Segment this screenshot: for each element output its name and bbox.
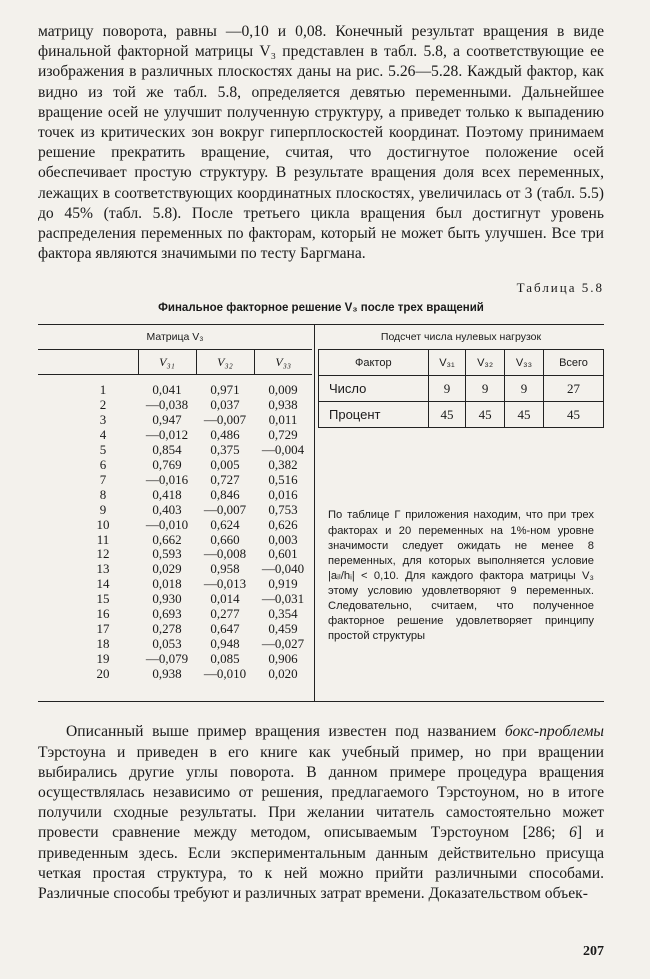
row-number: 16 — [96, 606, 110, 622]
cell: 0,769 — [152, 456, 182, 472]
cell: 9 — [466, 376, 505, 402]
row-number: 13 — [96, 561, 110, 577]
row-number: 12 — [96, 546, 110, 562]
row-number: 15 — [96, 591, 110, 607]
table-divider — [314, 325, 315, 701]
row-number: 1 — [99, 382, 107, 398]
row-number: 20 — [96, 665, 110, 681]
table-number: Таблица 5.8 — [516, 280, 604, 296]
cell: —0,031 — [261, 591, 305, 607]
row-number: 19 — [96, 650, 110, 666]
cell: —0,016 — [145, 471, 189, 487]
cell: —0,010 — [203, 665, 247, 681]
table-row — [38, 667, 312, 682]
cell: 0,029 — [152, 561, 182, 577]
table-row — [38, 533, 312, 548]
cell: 0,647 — [210, 620, 240, 636]
table-row — [38, 488, 312, 503]
cell: 45 — [504, 402, 543, 428]
row-number: 17 — [96, 620, 110, 636]
cell: 0,009 — [268, 382, 298, 398]
table-row — [38, 443, 312, 458]
table-row — [319, 376, 604, 402]
cell: 45 — [466, 402, 505, 428]
row-number: 7 — [99, 471, 107, 487]
col-header: V₃₂ — [466, 350, 505, 376]
matrix-body — [38, 375, 312, 682]
count-caption: Подсчет числа нулевых нагрузок — [380, 331, 542, 344]
col-header: V₃₃ — [504, 350, 543, 376]
cell: 0,947 — [152, 412, 182, 428]
cell: 0,005 — [210, 456, 240, 472]
page — [38, 22, 604, 904]
row-number: 18 — [96, 635, 110, 651]
row-number: 3 — [99, 412, 107, 428]
cell: —0,004 — [261, 442, 305, 458]
cell: 0,753 — [268, 501, 298, 517]
zero-loading-section — [318, 325, 604, 701]
cell: 0,919 — [268, 576, 298, 592]
cell: 0,727 — [210, 471, 240, 487]
table-5-8 — [38, 324, 604, 702]
table-row — [38, 458, 312, 473]
table-note: По таблице Г приложения находим, что при трех факторах и 20 переменных на 1%-ном уровне значимости следует ожидать не менее 8 переменных, для которых выполняется условие |aᵢₗ/hᵢ| < 0,10. Для каждого фактора матрицы V₃ этому условию удовлетворяют 9 переменных. Следовательно, считаем, что полученное факторное решение удовлетворяет принципу простой структуры — [328, 509, 594, 643]
row-label: Процент — [319, 402, 429, 428]
table-row — [38, 398, 312, 413]
cell: 0,037 — [210, 397, 240, 413]
table-row — [38, 547, 312, 562]
table-row — [38, 518, 312, 533]
table-row — [38, 637, 312, 652]
row-number: 5 — [99, 442, 107, 458]
cell: 0,516 — [268, 471, 298, 487]
bottom-paragraph: Описанный выше пример вращения известен под названием бокс-проблемы Тэрстоуна и приведен в его книге как учебный пример, но при вращении выбирались другие углы поворота. В данном примере процедура вращения осуществлялась независимо от решения, предлагаемого Тэрстоуном, но в итоге получили сходные результаты. При желании читатель самостоятельно может провести сравнение между методом, описываемым Тэрстоуном [286; 6] и приведенным здесь. Если экспериментальным данным действительно присуща четкая простая структура, то к ней можно прийти различными способами. Различные способы требуют и различных затрат времени. Доказательством объек- — [38, 723, 604, 903]
row-number: 10 — [96, 516, 110, 532]
matrix-caption: Матрица V₃ — [146, 331, 204, 344]
cell: 0,459 — [268, 620, 298, 636]
cell: 0,854 — [152, 442, 182, 458]
cell: 0,053 — [152, 635, 182, 651]
cell: —0,027 — [261, 635, 305, 651]
col-header: Фактор — [319, 350, 429, 376]
cell: —0,079 — [145, 650, 189, 666]
table-row — [38, 622, 312, 637]
table-row — [38, 375, 312, 398]
cell: 0,958 — [210, 561, 240, 577]
table-row — [38, 503, 312, 518]
col-header: V₃₁ — [138, 350, 196, 375]
table-row — [38, 413, 312, 428]
cell: 0,938 — [268, 397, 298, 413]
table-title: Финальное факторное решение V₃ после трех вращений — [158, 302, 484, 315]
col-header: V₃₂ — [196, 350, 254, 375]
table-row — [38, 428, 312, 443]
cell: 0,375 — [210, 442, 240, 458]
cell: 0,085 — [210, 650, 240, 666]
cell: 9 — [504, 376, 543, 402]
cell: 0,906 — [268, 650, 298, 666]
row-number: 2 — [99, 397, 107, 413]
cell: 0,930 — [152, 591, 182, 607]
cell: 0,729 — [268, 427, 298, 443]
cell: —0,040 — [261, 561, 305, 577]
cell: —0,008 — [203, 546, 247, 562]
row-number: 11 — [96, 531, 110, 547]
cell: 0,948 — [210, 635, 240, 651]
table-row — [38, 473, 312, 488]
count-table — [318, 349, 604, 428]
table-row — [38, 592, 312, 607]
cell: 0,660 — [210, 531, 240, 547]
matrix-table — [38, 349, 312, 681]
cell: 0,938 — [152, 665, 182, 681]
cell: 0,626 — [268, 516, 298, 532]
cell: 0,403 — [152, 501, 182, 517]
cell: 0,486 — [210, 427, 240, 443]
table-row — [38, 577, 312, 592]
cell: 45 — [543, 402, 603, 428]
cell: —0,012 — [145, 427, 189, 443]
cell: 0,662 — [152, 531, 182, 547]
top-paragraph: матрицу поворота, равны —0,10 и 0,08. Конечный результат вращения в виде финальной факторной матрицы V₃ представлен в табл. 5.8, а соответствующие ее изображения в различных плоскостях даны на рис. 5.26—5.28. Каждый фактор, как видно из той же табл. 5.8, определяется девятью переменными. Дальнейшее вращение осей не улучшит полученную структуру, а приведет только к выпадению точек из критических зон вокруг гиперплоскостей координат. Поэтому принимаем решение прекратить вращение, считая, что достигнутое положение осей обеспечивает простую структуру. В результате вращения доля всех переменных, лежащих в соответствующих координатных плоскостях, увеличилась от 3 (табл. 5.5) до 45% (табл. 5.8). После третьего цикла вращения был достигнут уровень распределения переменных по факторам, который не может быть улучшен. Все три фактора являются значимыми по тесту Баргмана. — [38, 23, 604, 263]
cell: 0,278 — [152, 620, 182, 636]
table-row — [319, 402, 604, 428]
cell: 0,014 — [210, 591, 240, 607]
cell: 27 — [543, 376, 603, 402]
cell: 0,354 — [268, 606, 298, 622]
row-number: 4 — [99, 427, 107, 443]
cell: —0,038 — [145, 397, 189, 413]
cell: 0,418 — [152, 486, 182, 502]
row-number: 14 — [96, 576, 110, 592]
cell: 0,016 — [268, 486, 298, 502]
cell: 0,693 — [152, 606, 182, 622]
cell: 0,846 — [210, 486, 240, 502]
cell: 9 — [428, 376, 466, 402]
cell: 0,624 — [210, 516, 240, 532]
table-row — [38, 652, 312, 667]
col-header: V₃₃ — [254, 350, 312, 375]
cell: —0,007 — [203, 412, 247, 428]
cell: 0,041 — [152, 382, 182, 398]
cell: 0,601 — [268, 546, 298, 562]
table-row — [38, 562, 312, 577]
matrix-v3-section — [38, 325, 312, 701]
cell: —0,010 — [145, 516, 189, 532]
row-number: 8 — [99, 486, 107, 502]
row-number: 9 — [99, 501, 107, 517]
page-number: 207 — [583, 944, 604, 959]
cell: 0,277 — [210, 606, 240, 622]
cell: 0,020 — [268, 665, 298, 681]
cell: 0,003 — [268, 531, 298, 547]
row-label: Число — [319, 376, 429, 402]
cell: 0,971 — [210, 382, 240, 398]
col-header: Всего — [543, 350, 603, 376]
cell: 45 — [428, 402, 466, 428]
cell: 0,593 — [152, 546, 182, 562]
row-number: 6 — [99, 456, 107, 472]
cell: —0,007 — [203, 501, 247, 517]
cell: 0,382 — [268, 456, 298, 472]
col-header: V₃₁ — [428, 350, 466, 376]
table-row — [38, 607, 312, 622]
cell: 0,018 — [152, 576, 182, 592]
cell: 0,011 — [268, 412, 298, 428]
cell: —0,013 — [203, 576, 247, 592]
